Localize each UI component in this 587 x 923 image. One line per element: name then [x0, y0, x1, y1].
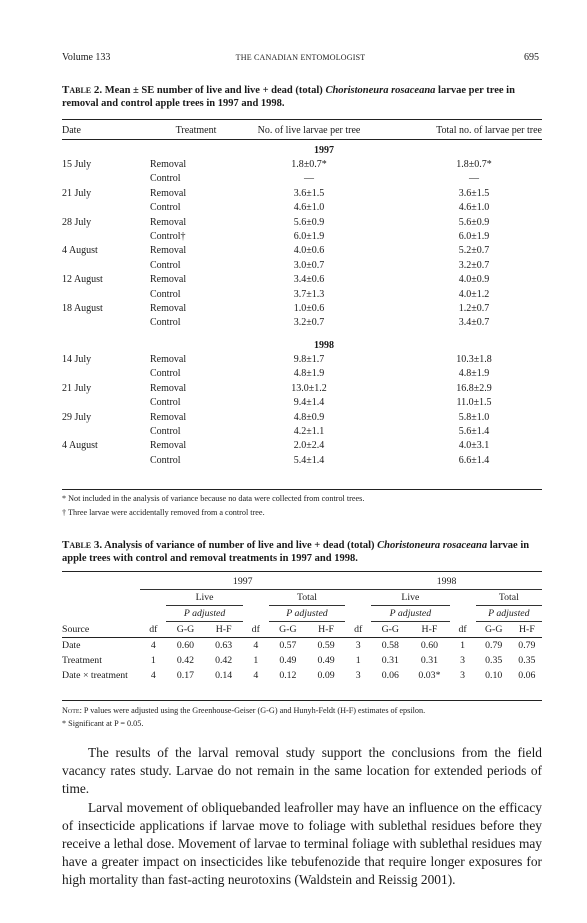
table-row — [62, 381, 542, 395]
cell-total: 5.8±1.0 — [458, 411, 490, 423]
cell-treatment: Removal — [150, 245, 187, 257]
cell-value: 1 — [460, 640, 466, 651]
padj-2-text: P adjusted — [286, 608, 328, 619]
padj-4-text: P adjusted — [488, 608, 530, 619]
table-row — [62, 287, 542, 301]
cell-value: 4 — [253, 670, 259, 681]
padj-2 — [269, 606, 345, 622]
cell-date: 21 July — [62, 382, 92, 394]
cell-value: 0.31 — [420, 655, 439, 666]
cell-value: 0.09 — [317, 670, 335, 681]
cell-value: 0.63 — [215, 640, 233, 651]
col-df: df — [149, 623, 158, 635]
body-text — [62, 744, 542, 890]
cell-live: 5.6±0.9 — [293, 216, 325, 228]
cell-live: 1.8±0.7* — [291, 159, 327, 171]
cell-value: 0.49 — [279, 655, 297, 666]
cell-date — [62, 367, 150, 381]
cell-value: 0.06 — [518, 670, 536, 681]
cell-value: 1 — [150, 655, 156, 666]
cell-treatment: Removal — [150, 159, 187, 171]
table2-caption-end: larvae per tree in removal and control apple trees in 1997 and 1998. — [62, 85, 515, 109]
cell-value: 1 — [253, 655, 259, 666]
table-row — [62, 653, 542, 668]
table3-year-row — [62, 574, 542, 590]
col-treatment: Treatment — [175, 124, 217, 136]
table-row — [62, 244, 542, 258]
cell-treatment: Removal — [150, 411, 187, 423]
cell-treatment: Control — [150, 259, 181, 271]
total-1998: Total — [476, 590, 542, 606]
year-row-1998 — [62, 338, 542, 352]
cell-live: 4.8±1.9 — [293, 368, 325, 380]
table3-caption — [62, 539, 542, 565]
total-1997: Total — [269, 590, 345, 606]
cell-live: 4.2±1.1 — [293, 426, 325, 438]
cell-live: 3.4±0.6 — [293, 274, 325, 286]
table3-year-1997: 1997 — [140, 574, 345, 590]
col-hf: H-F — [215, 624, 232, 635]
cell-treatment: Control — [150, 368, 181, 380]
cell-live: 6.0±1.9 — [293, 231, 325, 243]
cell-live: 9.4±1.4 — [293, 397, 325, 409]
table-row — [62, 229, 542, 243]
cell-live: 1.0±0.6 — [293, 302, 325, 314]
table-row — [62, 352, 542, 366]
cell-value: 0.35 — [518, 655, 536, 666]
cell-treatment: Control — [150, 288, 181, 300]
table-row — [62, 668, 542, 683]
col-df: df — [458, 623, 467, 635]
cell-live: 2.0±2.4 — [293, 440, 325, 452]
cell-live: 3.6±1.5 — [293, 187, 325, 199]
cell-treatment: Removal — [150, 187, 187, 199]
cell-date: 18 August — [62, 302, 103, 314]
note-text: P values were adjusted using the Greenhouse-Geiser (G-G) and Hunyh-Feldt (H-F) estimates of epsilon. — [81, 706, 426, 715]
table2-1998 — [62, 338, 542, 468]
running-header — [62, 52, 539, 66]
cell-total: 1.2±0.7 — [458, 302, 490, 314]
cell-date: 15 July — [62, 159, 92, 171]
cell-total: 5.2±0.7 — [458, 245, 490, 257]
cell-total: 16.8±2.9 — [456, 382, 492, 394]
table3-notes — [62, 705, 542, 729]
table2-notes — [62, 493, 542, 518]
table2-header-rule — [62, 139, 542, 140]
cell-total: 1.8±0.7* — [456, 159, 492, 171]
cell-total: 6.6±1.4 — [458, 454, 490, 466]
cell-value: 0.58 — [381, 640, 399, 651]
col-df: df — [354, 623, 363, 635]
col-gg: G-G — [484, 624, 503, 635]
cell-value: 3 — [460, 670, 466, 681]
cell-total: 11.0±1.5 — [456, 397, 492, 409]
cell-date: 4 August — [62, 440, 98, 452]
table-row — [62, 273, 542, 287]
cell-treatment: Control — [150, 397, 181, 409]
cell-value: 0.03* — [418, 670, 441, 681]
table3-padj-row — [62, 606, 542, 622]
cell-value: 0.42 — [176, 655, 195, 666]
cell-treatment: Removal — [150, 354, 187, 366]
cell-live: 3.2±0.7 — [293, 317, 325, 329]
table2-caption-text: Mean ± SE number of live and live + dead (total) — [102, 85, 326, 96]
live-1997: Live — [166, 590, 242, 606]
paragraph-1: The results of the larval removal study support the conclusions from the field vacancy rates study. Larvae do not remain in the same location for extended periods of time. — [62, 745, 542, 797]
cell-value: 0.31 — [381, 655, 399, 666]
cell-treatment: Removal — [150, 274, 187, 286]
col-hf: H-F — [318, 624, 334, 635]
table-row — [62, 201, 542, 215]
cell-value: 4 — [150, 670, 156, 681]
table-row — [62, 367, 542, 381]
cell-treatment: Control — [150, 202, 181, 214]
cell-value: 0.14 — [215, 670, 233, 681]
cell-live: — — [304, 173, 314, 185]
cell-treatment: Removal — [150, 216, 187, 228]
cell-date: 28 July — [62, 216, 92, 228]
table3-header-row — [62, 622, 542, 638]
cell-live: 3.0±0.7 — [293, 259, 325, 271]
cell-date — [62, 201, 150, 215]
cell-date — [62, 258, 150, 272]
table2-note-1: * Not included in the analysis of variance because no data were collected from control trees. — [62, 494, 365, 503]
cell-value: 0.17 — [176, 670, 195, 681]
col-live: No. of live larvae per tree — [257, 124, 361, 136]
cell-live: 9.8±1.7 — [293, 354, 325, 366]
table3-label: Table 3. — [62, 539, 103, 551]
cell-value: 0.79 — [485, 640, 503, 651]
padj-3-text: P adjusted — [389, 608, 432, 619]
cell-treatment: Control — [150, 426, 181, 438]
cell-total: 6.0±1.9 — [458, 231, 490, 243]
col-gg: G-G — [176, 624, 195, 635]
col-hf: H-F — [421, 624, 438, 635]
padj-1-text: P adjusted — [183, 608, 226, 619]
col-gg: G-G — [381, 624, 399, 635]
cell-total: 4.8±1.9 — [458, 368, 490, 380]
journal-title: THE CANADIAN ENTOMOLOGIST — [235, 53, 366, 62]
cell-value: 3 — [355, 670, 361, 681]
cell-date — [62, 287, 150, 301]
cell-source: Date — [62, 640, 81, 651]
col-source: Source — [62, 623, 90, 635]
cell-date: 29 July — [62, 411, 92, 423]
cell-treatment: Removal — [150, 382, 187, 394]
cell-treatment: Removal — [150, 302, 187, 314]
table3-species: Choristoneura rosaceana — [377, 540, 488, 551]
cell-total: 5.6±1.4 — [458, 426, 490, 438]
cell-value: 0.35 — [485, 655, 503, 666]
cell-total: 10.3±1.8 — [456, 354, 492, 366]
page-number: 695 — [524, 52, 539, 63]
year-1998: 1998 — [314, 339, 334, 351]
cell-value: 0.60 — [420, 640, 439, 651]
table2-1997 — [62, 143, 542, 330]
cell-total: 3.4±0.7 — [458, 317, 490, 329]
cell-live: 5.4±1.4 — [293, 454, 325, 466]
cell-date — [62, 172, 150, 186]
cell-value: 1 — [355, 655, 361, 666]
live-1998: Live — [371, 590, 449, 606]
cell-live: 4.8±0.9 — [293, 411, 325, 423]
table3-caption-text: Analysis of variance of number of live and live + dead (total) — [102, 540, 378, 551]
paragraph-2: Larval movement of obliquebanded leafroller may have an influence on the efficacy of insecticide applications if larvae move to foliage with sublethal residues before they receive a lethal dose. Movement of larvae to terminal foliage with sublethal residues may have a greater impact on insecticides like tebufenozide that require longer exposures for high mortality than fast-acting neurotoxins (Waldstein and Reissig 2001). — [62, 799, 542, 888]
cell-total: 3.2±0.7 — [458, 259, 490, 271]
cell-value: 0.12 — [279, 670, 297, 681]
table3-year-1998: 1998 — [345, 574, 542, 590]
padj-4 — [476, 606, 542, 622]
col-gg: G-G — [279, 624, 297, 635]
cell-source: Date × treatment — [62, 670, 128, 681]
table3-caption-end: larvae in apple trees with control and removal treatments in 1997 and 1998. — [62, 540, 530, 564]
col-hf: H-F — [518, 624, 535, 635]
cell-total: 4.6±1.0 — [458, 202, 490, 214]
cell-date — [62, 424, 150, 438]
cell-value: 0.60 — [176, 640, 195, 651]
table3 — [62, 574, 542, 683]
cell-total: — — [469, 173, 479, 185]
col-df: df — [251, 623, 260, 635]
cell-treatment: Control — [150, 317, 181, 329]
cell-live: 3.7±1.3 — [293, 288, 325, 300]
cell-value: 0.49 — [317, 655, 335, 666]
cell-treatment: Control — [150, 454, 181, 466]
cell-source: Treatment — [62, 655, 102, 666]
table-row — [62, 186, 542, 200]
cell-treatment: Control — [150, 173, 181, 185]
table3-group-row — [62, 590, 542, 606]
cell-treatment: Removal — [150, 440, 187, 452]
cell-value: 4 — [150, 640, 156, 651]
table2-label: Table 2. — [62, 84, 103, 96]
cell-total: 5.6±0.9 — [458, 216, 490, 228]
table2 — [62, 121, 542, 139]
cell-total: 3.6±1.5 — [458, 187, 490, 199]
cell-value: 0.57 — [279, 640, 297, 651]
cell-treatment: Control† — [150, 231, 186, 243]
cell-value: 0.06 — [381, 670, 399, 681]
table-row — [62, 638, 542, 654]
cell-date — [62, 229, 150, 243]
cell-value: 3 — [355, 640, 361, 651]
cell-value: 0.79 — [518, 640, 536, 651]
year-1997: 1997 — [314, 144, 334, 156]
table-row — [62, 258, 542, 272]
cell-date: 4 August — [62, 245, 98, 257]
cell-total: 4.0±3.1 — [458, 440, 490, 452]
cell-date: 14 July — [62, 354, 92, 366]
table3-top-rule — [62, 571, 542, 572]
table3-bottom-rule — [62, 700, 542, 701]
table-row — [62, 410, 542, 424]
table2-species: Choristoneura rosaceana — [325, 85, 436, 96]
table-row — [62, 439, 542, 453]
volume-label: Volume 133 — [62, 52, 111, 63]
table2-bottom-rule — [62, 489, 542, 490]
table2-caption — [62, 84, 542, 110]
cell-date: 21 July — [62, 187, 92, 199]
cell-live: 4.6±1.0 — [293, 202, 325, 214]
table3-note — [62, 705, 542, 716]
table-row — [62, 215, 542, 229]
table2-top-rule — [62, 119, 542, 120]
cell-value: 0.59 — [317, 640, 335, 651]
col-date: Date — [62, 124, 81, 136]
cell-value: 4 — [253, 640, 259, 651]
table3-sig-note: * Significant at P = 0.05. — [62, 719, 144, 728]
cell-total: 4.0±1.2 — [458, 288, 490, 300]
col-total: Total no. of larvae per tree — [436, 124, 542, 136]
cell-date — [62, 453, 150, 467]
table-row — [62, 157, 542, 171]
note-label: Note: — [62, 706, 82, 715]
cell-value: 0.42 — [215, 655, 233, 666]
table-row — [62, 172, 542, 186]
cell-date: 12 August — [62, 274, 103, 286]
cell-total: 4.0±0.9 — [458, 274, 490, 286]
cell-live: 4.0±0.6 — [293, 245, 325, 257]
cell-live: 13.0±1.2 — [291, 382, 327, 394]
padj-1 — [166, 606, 242, 622]
table-row — [62, 316, 542, 330]
table2-header-row — [62, 121, 542, 139]
cell-date — [62, 316, 150, 330]
table-row — [62, 453, 542, 467]
padj-3 — [371, 606, 449, 622]
year-row-1997 — [62, 143, 542, 157]
table-row — [62, 424, 542, 438]
cell-date — [62, 396, 150, 410]
table-row — [62, 301, 542, 315]
cell-value: 0.10 — [485, 670, 503, 681]
cell-value: 3 — [460, 655, 466, 666]
table2-note-2: † Three larvae were accidentally removed from a control tree. — [62, 508, 265, 517]
table-row — [62, 396, 542, 410]
